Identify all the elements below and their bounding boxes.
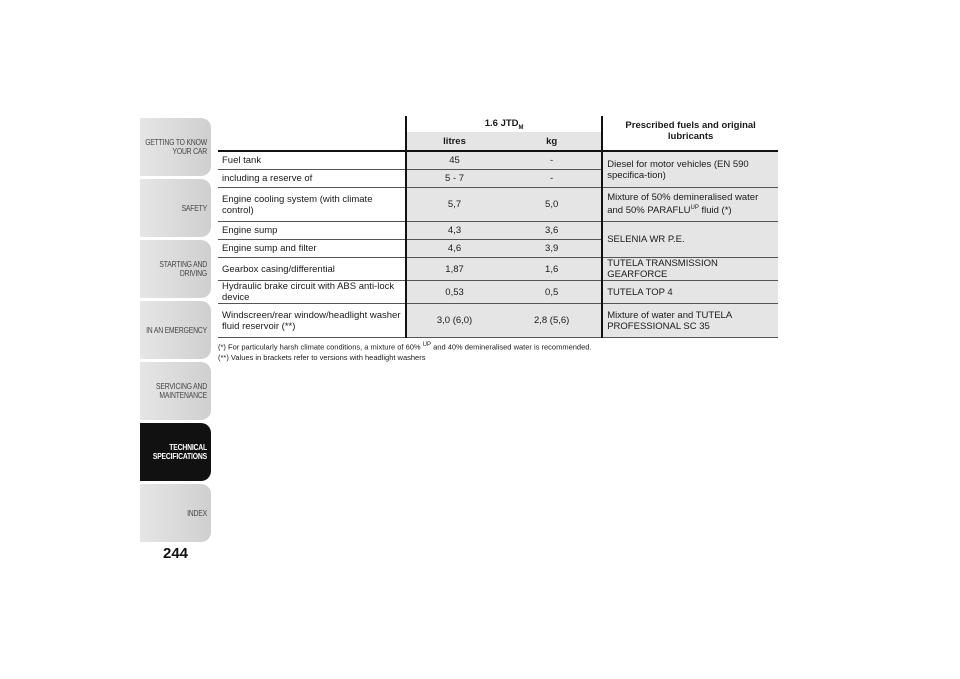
tab-label: SAFETY [181, 203, 207, 213]
fuel-cell: Mixture of water and TUTELA PROFESSIONAL SC 35 [602, 304, 778, 338]
litres-cell: 5 - 7 [406, 170, 502, 188]
fuel-cell: SELENIA WR P.E. [602, 222, 778, 258]
item-cell: Engine cooling system (with climate control) [218, 188, 406, 222]
kg-cell: 5,0 [502, 188, 602, 222]
footnote-1: (*) For particularly harsh climate conditions, a mixture of 60% $^{UP}$ and 40% demineralised water is recommended. [218, 342, 592, 352]
table-row [218, 281, 778, 304]
tab-label: SERVICING AND MAINTENANCE [156, 382, 207, 400]
item-cell: Hydraulic brake circuit with ABS anti-lock device [218, 281, 406, 304]
fuel-cell: Diesel for motor vehicles (EN 590 specifica-tion) [602, 151, 778, 188]
litres-cell: 4,6 [406, 240, 502, 258]
litres-header: litres [406, 132, 502, 151]
litres-cell: 0,53 [406, 281, 502, 304]
capacities-table [218, 116, 778, 338]
table-row [218, 151, 778, 170]
kg-cell: 0,5 [502, 281, 602, 304]
fuels-header: Prescribed fuels and original lubricants [602, 116, 778, 151]
table-row [218, 258, 778, 281]
item-cell: Gearbox casing/differential [218, 258, 406, 281]
tab-label: GETTING TO KNOW YOUR CAR [145, 138, 207, 156]
litres-cell: 45 [406, 151, 502, 170]
table-row [218, 222, 778, 240]
table-row [218, 188, 778, 222]
kg-cell: 2,8 (5,6) [502, 304, 602, 338]
tab-emergency[interactable] [140, 301, 211, 359]
item-cell: Engine sump and filter [218, 240, 406, 258]
tab-technical-specifications[interactable] [140, 423, 211, 481]
fuel-cell: Mixture of 50% demineralised water and 50% $PARAFLU^{UP}$ fluid (*) [602, 188, 778, 222]
capacities-section [218, 116, 778, 363]
chapter-sidebar [140, 118, 211, 545]
litres-cell: 3,0 (6,0) [406, 304, 502, 338]
tab-starting-driving[interactable] [140, 240, 211, 298]
footnotes [218, 340, 778, 363]
tab-getting-to-know[interactable] [140, 118, 211, 176]
kg-cell: 3,9 [502, 240, 602, 258]
tab-label: IN AN EMERGENCY [146, 325, 207, 335]
blank-header [218, 116, 406, 132]
kg-cell: - [502, 151, 602, 170]
litres-cell: 5,7 [406, 188, 502, 222]
kg-cell: 3,6 [502, 222, 602, 240]
tab-label: TECHNICAL SPECIFICATIONS [152, 443, 207, 461]
fuel-cell: TUTELA TOP 4 [602, 281, 778, 304]
tab-safety[interactable] [140, 179, 211, 237]
footnote-2: (**) Values in brackets refer to versions with headlight washers [218, 352, 426, 362]
litres-cell: 1,87 [406, 258, 502, 281]
item-cell: Engine sump [218, 222, 406, 240]
tab-label: STARTING AND DRIVING [159, 260, 207, 278]
table-row [218, 304, 778, 338]
fuel-cell: TUTELA TRANSMISSION GEARFORCE [602, 258, 778, 281]
page-number: 244 [162, 545, 189, 562]
item-cell: Windscreen/rear window/headlight washer fluid reservoir (**) [218, 304, 406, 338]
item-cell: Fuel tank [218, 151, 406, 170]
item-cell: including a reserve of [218, 170, 406, 188]
engine-header: 1.6 $JTD_M$ [406, 116, 602, 132]
litres-cell: 4,3 [406, 222, 502, 240]
kg-header: kg [502, 132, 602, 151]
tab-servicing[interactable] [140, 362, 211, 420]
kg-cell: - [502, 170, 602, 188]
kg-cell: 1,6 [502, 258, 602, 281]
tab-label: INDEX [187, 508, 207, 518]
tab-index[interactable] [140, 484, 211, 542]
